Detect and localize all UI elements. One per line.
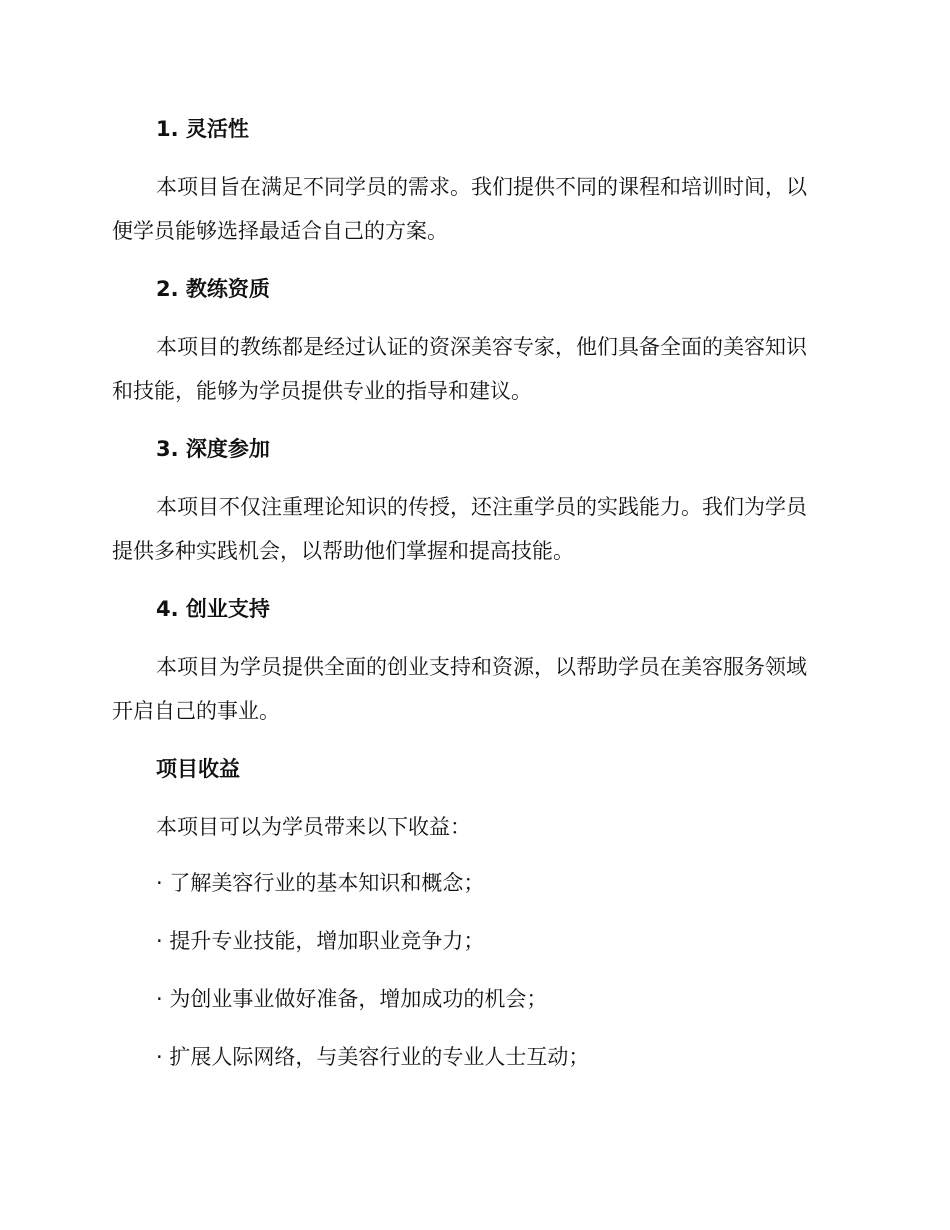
paragraph-line: 提供多种实践机会，以帮助他们掌握和提高技能。 — [112, 539, 574, 563]
paragraph-line: 便学员能够选择最适合自己的方案。 — [112, 219, 448, 243]
benefit-list-item: · 了解美容行业的基本知识和概念； — [156, 871, 485, 895]
section-heading-entrepreneurship-support: 4. 创业支持 — [156, 597, 270, 621]
section-heading-coach-qualification: 2. 教练资质 — [156, 277, 270, 301]
benefits-intro: 本项目可以为学员带来以下收益： — [156, 815, 471, 839]
benefit-list-item: · 提升专业技能，增加职业竞争力； — [156, 929, 485, 953]
paragraph-line: 本项目为学员提供全面的创业支持和资源，以帮助学员在美容服务领域 — [156, 655, 807, 679]
paragraph-line: 本项目旨在满足不同学员的需求。我们提供不同的课程和培训时间，以 — [156, 175, 807, 199]
paragraph-line: 开启自己的事业。 — [112, 699, 280, 723]
benefit-list-item: · 为创业事业做好准备，增加成功的机会； — [156, 987, 548, 1011]
benefit-list-item: · 扩展人际网络，与美容行业的专业人士互动； — [156, 1045, 590, 1069]
paragraph-line: 本项目的教练都是经过认证的资深美容专家，他们具备全面的美容知识 — [156, 335, 807, 359]
paragraph-line: 和技能，能够为学员提供专业的指导和建议。 — [112, 379, 532, 403]
benefits-heading: 项目收益 — [156, 757, 240, 781]
section-heading-flexibility: 1. 灵活性 — [156, 117, 249, 141]
section-heading-deep-participation: 3. 深度参加 — [156, 437, 270, 461]
paragraph-line: 本项目不仅注重理论知识的传授，还注重学员的实践能力。我们为学员 — [156, 495, 807, 519]
